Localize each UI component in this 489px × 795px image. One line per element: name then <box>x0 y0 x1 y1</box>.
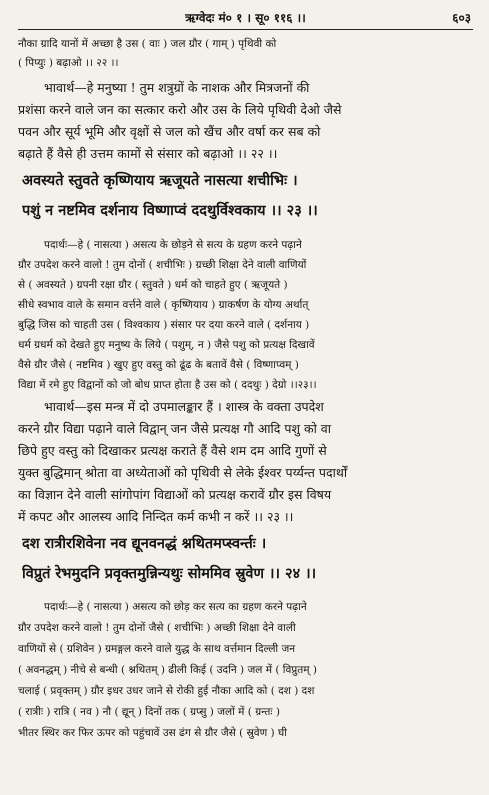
text-line: सीधे स्वभाव वाले के समान वर्त्तने वाले ( कृष्णियाय ) ग्राकर्षण के योग्य अर्थात् <box>18 299 309 311</box>
text-line: भीतर स्थिर कर फिर ऊपर को पहुंचावें उस ढंग से ग्रौर जैसे ( स्रुवेण ) घी <box>18 727 287 739</box>
text-line: से ( अवस्यते ) ग्रपनी रक्षा ग्रौर ( स्तुवते ) धर्म को चाहते हुए ( ऋजूयते ) <box>18 279 288 291</box>
text-line: विद्या में रमे हुए विद्वानों को जो बोध प्राप्त होता है उस को ( ददथुः ) देग्रो ।।२३।। <box>18 379 317 391</box>
text-line: करने ग्रौर विद्या पढ़ाने वाले विद्वान् जन जैसे प्रत्यक्ष गौ आदि पशु को वा <box>18 421 331 436</box>
text-line: बढ़ाते हैं वैसे ही उत्तम कामों से संसार को बढ़ाओ ।। २२ ।। <box>18 146 278 161</box>
text-line: पदार्थः—हे ( नासत्या ) असत्य के छोड़ने से सत्य के ग्रहण करने पढ़ाने <box>44 239 302 251</box>
text-line: ( अवनद्धम् ) नीचे से बन्धी ( श्नथितम् ) ढीली किई ( उदनि ) जल में ( विप्रुतम् ) <box>18 664 317 676</box>
text-line: भावार्थ—इस मन्त्र में दो उपमालङ्कार हैं । शास्त्र के वक्ता उपदेश <box>44 399 324 414</box>
text-line: ग्रौर उपदेश करने वालो ! तुम दोनों जैसे ( शचीभिः ) अच्छी शिक्षा देने वाली <box>18 622 296 634</box>
text-line: वैसे ग्रौर जैसे ( नष्टमिव ) खुए हुए वस्तु को ढूंढ के बतावें वैसे ( विष्णाप्वम् ) <box>18 359 299 371</box>
text-line: ( पिप्युः ) बढ़ाओ ।। २२ ।। <box>18 57 119 69</box>
mantra-line: विप्रुतं रेभमुदनि प्रवृक्तमुन्निन्यथुः सोममिव स्रुवेण ।। २४ ।। <box>22 565 317 582</box>
text-line: प्रशंसा करने वाले जन का सत्कार करो और उस के लिये पृथिवी देओ जैसे <box>18 102 342 117</box>
text-line: ( रात्रीः ) रात्रि ( नव ) नौ ( द्यून् ) दिनों तक ( ग्रप्सु ) जलों में ( ग्रन्तः ) <box>18 706 280 718</box>
header-title: ऋग्वेदः मं० १ । सू० ११६ ।। <box>185 11 306 25</box>
mantra-line: दश रात्रीरशिवेना नव द्यूनवनद्धं श्नथितमप्स्वर्न्तः । <box>22 535 267 552</box>
text-line: भावार्थ—हे मनुष्या ! तुम शत्रुग्रों के नाशक और मित्रजनों की <box>44 80 310 95</box>
header-rule <box>18 29 473 30</box>
text-line: का विज्ञान देने वाली सांगोपांग विद्याओं को प्रत्यक्ष करावें ग्रौर इस विषय <box>18 487 332 502</box>
mantra-line: अवस्यते स्तुवते कृष्णियाय ऋजूयते नासत्या शचीभिः । <box>22 172 298 189</box>
mantra-line: पशुं न नष्टमिव दर्शनाय विष्णाप्वं ददथुर्विश्वकाय ।। २३ ।। <box>22 202 318 219</box>
text-line: वाणियों से ( ग्रशिवेन ) ग्रमङ्गल करने वाले युद्ध के साथ वर्त्तमान दिल्ली जन <box>18 643 296 655</box>
text-line: धर्म ग्रधर्म को देखते हुए मनुष्य के लिये ( पशुम्, न ) जैसे पशु को प्रत्यक्ष दिखावें <box>18 339 315 351</box>
text-line: ग्रौर उपदेश करने वालो ! तुम दोनों ( शचीभिः ) ग्रच्छी शिक्षा देने वाली वाणियों <box>18 259 307 271</box>
running-header <box>18 9 473 25</box>
text-line: चलाई ( प्रवृक्तम् ) ग्रौर इधर उधर जाने से रोकी हुई नौका आदि को ( दश ) दश <box>18 685 315 697</box>
text-line: पवन और सूर्य भूमि और वृक्षों से जल को खैंच और वर्षा कर सब को <box>18 124 321 139</box>
text-line: पदार्थः—हे ( नासत्या ) असत्य को छोड़ कर सत्य का ग्रहण करने पढ़ाने <box>44 601 307 613</box>
text-line: युक्त बुद्धिमान् श्रोता वा अध्येताओं को पृथिवी से लेके ईश्वर पर्य्यन्त पदार्थों <box>18 465 348 480</box>
text-line: छिपे हुए वस्तु को दिखाकर प्रत्यक्ष कराते हैं वैसे शम दम आदि गुणों से <box>18 443 327 458</box>
text-line: बुद्धि जिस को चाहती उस ( विश्वकाय ) संसार पर दया करने वाले ( दर्शनाय ) <box>18 319 310 331</box>
text-line: नौका ग्रादि यानों में अच्छा है उस ( वाः ) जल ग्रौर ( गाम् ) पृथिवी को <box>18 38 277 50</box>
text-line: में कपट और आलस्य आदि निन्दित कर्म कभी न करें ।। २३ ।। <box>18 509 294 524</box>
page-number: ६०३ <box>452 11 471 25</box>
